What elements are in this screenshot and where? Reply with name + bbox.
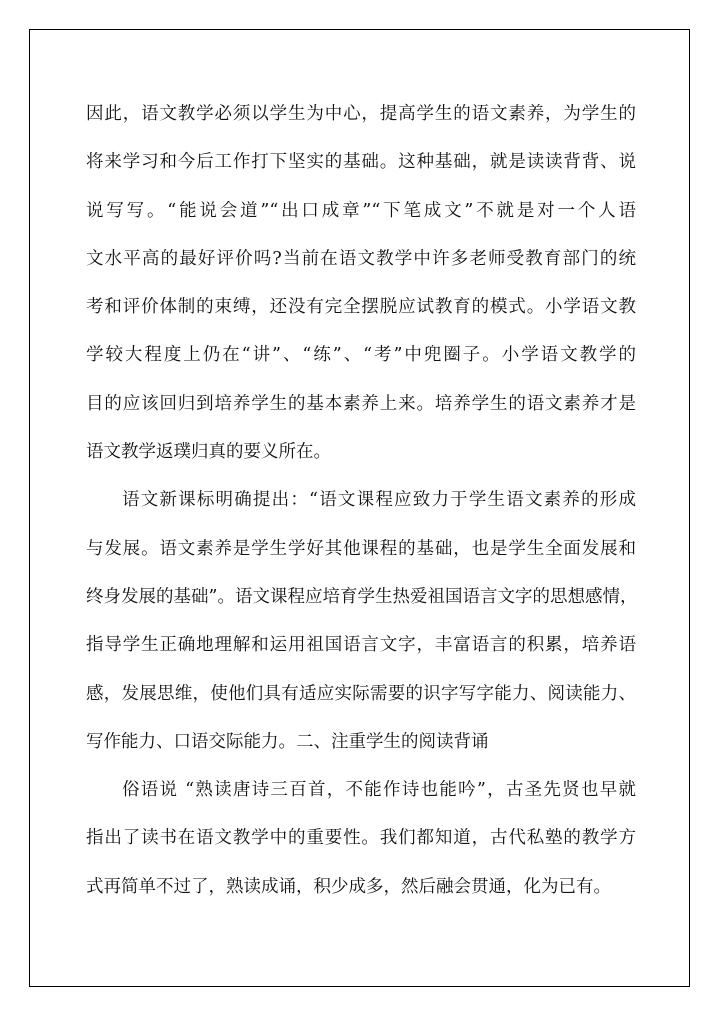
text-line: 感，发展思维，使他们具有适应实际需要的识字写字能力、阅读能力、	[86, 683, 636, 704]
paragraph-3	[86, 779, 636, 924]
text-line: 学较大程度上仍在“讲”、“练”、“考”中兜圈子。小学语文教学的	[86, 345, 636, 366]
text-line: 语文教学返璞归真的要义所在。	[86, 442, 331, 463]
text-line: 终身发展的基础”。语文课程应培育学生热爱祖国语言文字的思想感情，	[86, 586, 638, 607]
text-line: 指出了读书在语文教学中的重要性。我们都知道，古代私塾的教学方	[86, 828, 636, 849]
paragraph-1	[86, 103, 636, 489]
document-body	[86, 103, 636, 924]
text-line: 文水平高的最好评价吗?当前在语文教学中许多老师受教育部门的统	[86, 248, 636, 269]
text-line: 式再简单不过了，熟读成诵，积少成多，然后融会贯通，化为已有。	[86, 876, 611, 897]
text-line: 考和评价体制的束缚，还没有完全摆脱应试教育的模式。小学语文教	[86, 297, 636, 318]
text-line: 俗语说 “熟读唐诗三百首，不能作诗也能吟”，古圣先贤也早就	[122, 780, 636, 801]
text-line: 与发展。语文素养是学生学好其他课程的基础，也是学生全面发展和	[86, 538, 636, 559]
paragraph-2	[86, 489, 636, 779]
text-line: 指导学生正确地理解和运用祖国语言文字，丰富语言的积累，培养语	[86, 635, 636, 656]
text-line: 语文新课标明确提出：“语文课程应致力于学生语文素养的形成	[122, 490, 636, 511]
text-line: 目的应该回归到培养学生的基本素养上来。培养学生的语文素养才是	[86, 393, 636, 414]
text-line: 说写写。“能说会道”“出口成章”“下笔成文”不就是对一个人语	[86, 200, 636, 221]
text-line: 因此，语文教学必须以学生为中心，提高学生的语文素养，为学生的	[86, 104, 636, 124]
text-line: 写作能力、口语交际能力。二、注重学生的阅读背诵	[86, 731, 489, 752]
text-line: 将来学习和今后工作打下坚实的基础。这种基础，就是读读背背、说	[86, 152, 636, 173]
document-page	[29, 29, 690, 987]
